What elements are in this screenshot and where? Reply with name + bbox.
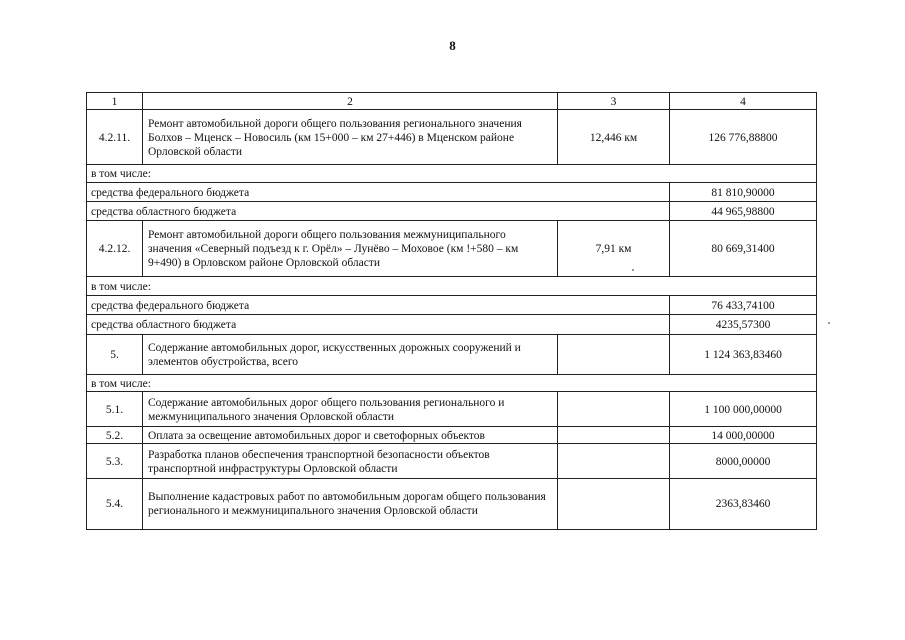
row-note: в том числе: [86, 375, 817, 392]
row-amount: 81 810,90000 [669, 183, 817, 202]
row-amount: 8000,00000 [669, 444, 817, 479]
row-name: Оплата за освещение автомобильных дорог и светофорных объектов [142, 427, 557, 444]
table-row [86, 426, 817, 444]
row-name: Содержание автомобильных дорог, искусственных дорожных сооружений и элементов обустройства, всего [142, 335, 557, 375]
row-name: Ремонт автомобильной дороги общего пользования межмуниципального значения «Северный подъезд к г. Орёл» – Лунёво – Моховое (км !+580 – км 9+490) в Орловском районе Орловской области [142, 221, 557, 277]
row-length [557, 479, 669, 529]
row-length [557, 444, 669, 479]
row-amount: 2363,83460 [669, 479, 817, 529]
row-code: 5.3. [86, 444, 142, 479]
row-amount: 126 776,88800 [669, 110, 817, 165]
row-label: средства федерального бюджета [86, 296, 669, 315]
row-amount: 76 433,74100 [669, 296, 817, 315]
header-col-3: 3 [557, 93, 669, 110]
table-row [86, 374, 817, 392]
row-label: средства областного бюджета [86, 202, 669, 221]
row-note: в том числе: [86, 277, 817, 296]
table-row [86, 295, 817, 315]
row-length [557, 392, 669, 427]
table-row [86, 164, 817, 183]
row-name: Выполнение кадастровых работ по автомобильным дорогам общего пользования регионального и межмуниципального значения Орловской области [142, 479, 557, 529]
header-col-1: 1 [86, 93, 142, 110]
row-code: 5. [86, 335, 142, 375]
row-code: 5.1. [86, 392, 142, 427]
row-label: средства федерального бюджета [86, 183, 669, 202]
header-col-2: 2 [142, 93, 557, 110]
row-amount: 1 100 000,00000 [669, 392, 817, 427]
row-amount: 80 669,31400 [669, 221, 817, 277]
table-row [86, 201, 817, 221]
table-row [86, 276, 817, 296]
table-header-row [86, 92, 817, 110]
table-row [86, 478, 817, 530]
header-col-4: 4 [669, 93, 817, 110]
row-length: 12,446 км [557, 110, 669, 165]
scan-speck [828, 322, 830, 324]
row-code: 5.2. [86, 427, 142, 444]
row-amount: 14 000,00000 [669, 427, 817, 444]
row-code: 5.4. [86, 479, 142, 529]
row-length [557, 427, 669, 444]
row-amount: 4235,57300 [669, 315, 817, 335]
row-amount: 44 965,98800 [669, 202, 817, 221]
table-row [86, 334, 817, 375]
row-name: Ремонт автомобильной дороги общего пользования регионального значения Болхов – Мценск – Новосиль (км 15+000 – км 27+446) в Мценском районе Орловской области [142, 110, 557, 165]
row-name: Разработка планов обеспечения транспортной безопасности объектов транспортной инфраструктуры Орловской области [142, 444, 557, 479]
row-amount: 1 124 363,83460 [669, 335, 817, 375]
row-code: 4.2.12. [86, 221, 142, 277]
row-code: 4.2.11. [86, 110, 142, 165]
table-row [86, 220, 817, 277]
row-name: Содержание автомобильных дорог общего пользования регионального и межмуниципального значения Орловской области [142, 392, 557, 427]
table-row [86, 391, 817, 427]
scan-speck [632, 269, 634, 271]
table-row [86, 109, 817, 165]
row-note: в том числе: [86, 165, 817, 183]
table-row [86, 314, 817, 335]
table-row [86, 443, 817, 479]
table-row [86, 182, 817, 202]
row-label: средства областного бюджета [86, 315, 669, 335]
page-number: 8 [449, 38, 456, 53]
row-length: 7,91 км [557, 221, 669, 277]
row-length [557, 335, 669, 375]
